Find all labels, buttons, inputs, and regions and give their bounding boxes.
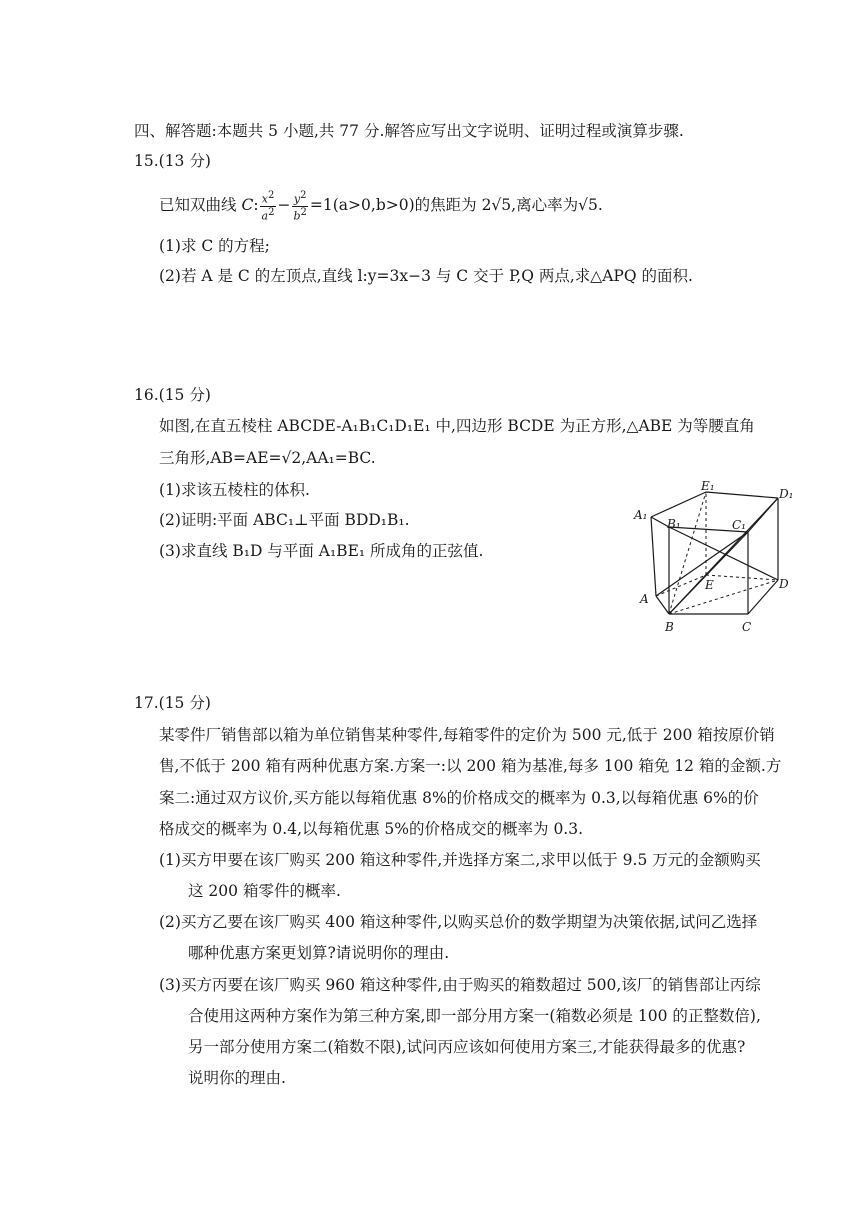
q16-part2: (2)证明:平面 ABC₁⊥平面 BDD₁B₁. [159, 511, 410, 529]
fraction-x2-a2: $\frac{x^2}{a^2}$ [261, 190, 275, 223]
label-d: D [779, 577, 789, 591]
q16-part3: (3)求直线 B₁D 与平面 A₁BE₁ 所成角的正弦值. [159, 542, 484, 560]
q17-number: 17.(15 分) [134, 694, 211, 712]
segment-b1-d [669, 527, 778, 580]
label-a: A [640, 592, 649, 606]
q16-number: 16.(15 分) [134, 386, 211, 404]
label-e1: E₁ [701, 479, 715, 493]
label-d1: D₁ [779, 487, 794, 501]
edge-e-d [706, 575, 778, 580]
section-heading: 四、解答题:本题共 5 小题,共 77 分.解答应写出文字说明、证明过程或演算步骤. [134, 122, 684, 140]
fraction-y2-b2: $\frac{y^2}{b^2}$ [293, 190, 307, 223]
q17-part2-line2: 哪种优惠方案更划算?请说明你的理由. [188, 944, 450, 962]
q17-stem-line4: 格成交的概率为 0.4,以每箱优惠 5%的价格成交的概率为 0.3. [159, 820, 584, 838]
q17-part3-line3: 另一部分使用方案二(箱数不限),试问丙应该如何使用方案三,才能获得最多的优惠? [188, 1038, 746, 1056]
q17-part3-line4: 说明你的理由. [188, 1069, 286, 1087]
q15-number: 15.(13 分) [134, 152, 211, 170]
label-b1: B₁ [667, 517, 681, 531]
segment-a-c1 [656, 532, 748, 596]
q17-stem-line3: 案二:通过双方议价,买方能以每箱优惠 8%的价格成交的概率为 0.3,以每箱优惠 6%的价 [159, 789, 759, 807]
q17-stem-line1: 某零件厂销售部以箱为单位销售某种零件,每箱零件的定价为 500 元,低于 200 箱按原价销 [159, 726, 775, 744]
edge-a-a1 [651, 517, 656, 596]
q17-part3-line2: 合使用这两种方案作为第三种方案,即一部分用方案一(箱数必须是 100 的正整数倍), [188, 1007, 761, 1025]
label-a1: A₁ [634, 508, 648, 522]
edge-a-b [656, 596, 669, 614]
label-c: C [742, 620, 752, 634]
pentagonal-prism-figure [630, 475, 810, 635]
label-b: B [665, 620, 674, 634]
q15-part2: (2)若 A 是 C 的左顶点,直线 l:y=3x−3 与 C 交于 P,Q 两点,求△APQ 的面积. [159, 267, 693, 285]
edge-a1-e1 [651, 492, 706, 517]
edge-e1-d1 [706, 492, 778, 498]
label-c1: C₁ [732, 518, 746, 532]
q15-stem-post: =1(a>0,b>0)的焦距为 2√5,离心率为√5. [309, 196, 603, 215]
q16-stem-line2: 三角形,AB=AE=√2,AA₁=BC. [159, 449, 376, 467]
q15-part1: (1)求 C 的方程; [159, 237, 270, 255]
q17-part3-line1: (3)买方丙要在该厂购买 960 箱这种零件,由于购买的箱数超过 500,该厂的销售部让丙综 [159, 976, 761, 994]
q17-part1-line2: 这 200 箱零件的概率. [188, 882, 341, 900]
segment-b-d1 [669, 498, 778, 614]
q15-stem-c: C [241, 196, 254, 215]
q17-part2-line1: (2)买方乙要在该厂购买 400 箱这种零件,以购买总价的数学期望为决策依据,试问乙选择 [159, 913, 758, 931]
segment-b-e1 [669, 492, 706, 614]
label-e: E [705, 578, 714, 592]
q15-stem: 已知双曲线 C: $\frac{x^2}{a^2}$ − $\frac{y^2}{b^2}$ =1(a>0,b>0)的焦距为 2√5,离心率为√5. [159, 190, 603, 223]
q16-part1: (1)求该五棱柱的体积. [159, 481, 310, 499]
q15-stem-pre: 已知双曲线 [159, 196, 242, 215]
q17-part1-line1: (1)买方甲要在该厂购买 200 箱这种零件,并选择方案二,求甲以低于 9.5 万元的金额购买 [159, 851, 761, 869]
q16-stem-line1: 如图,在直五棱柱 ABCDE-A₁B₁C₁D₁E₁ 中,四边形 BCDE 为正方形,△ABE 为等腰直角 [159, 417, 755, 435]
q17-stem-line2: 售,不低于 200 箱有两种优惠方案.方案一:以 200 箱为基准,每多 100 箱免 12 箱的金额.方 [159, 757, 782, 775]
